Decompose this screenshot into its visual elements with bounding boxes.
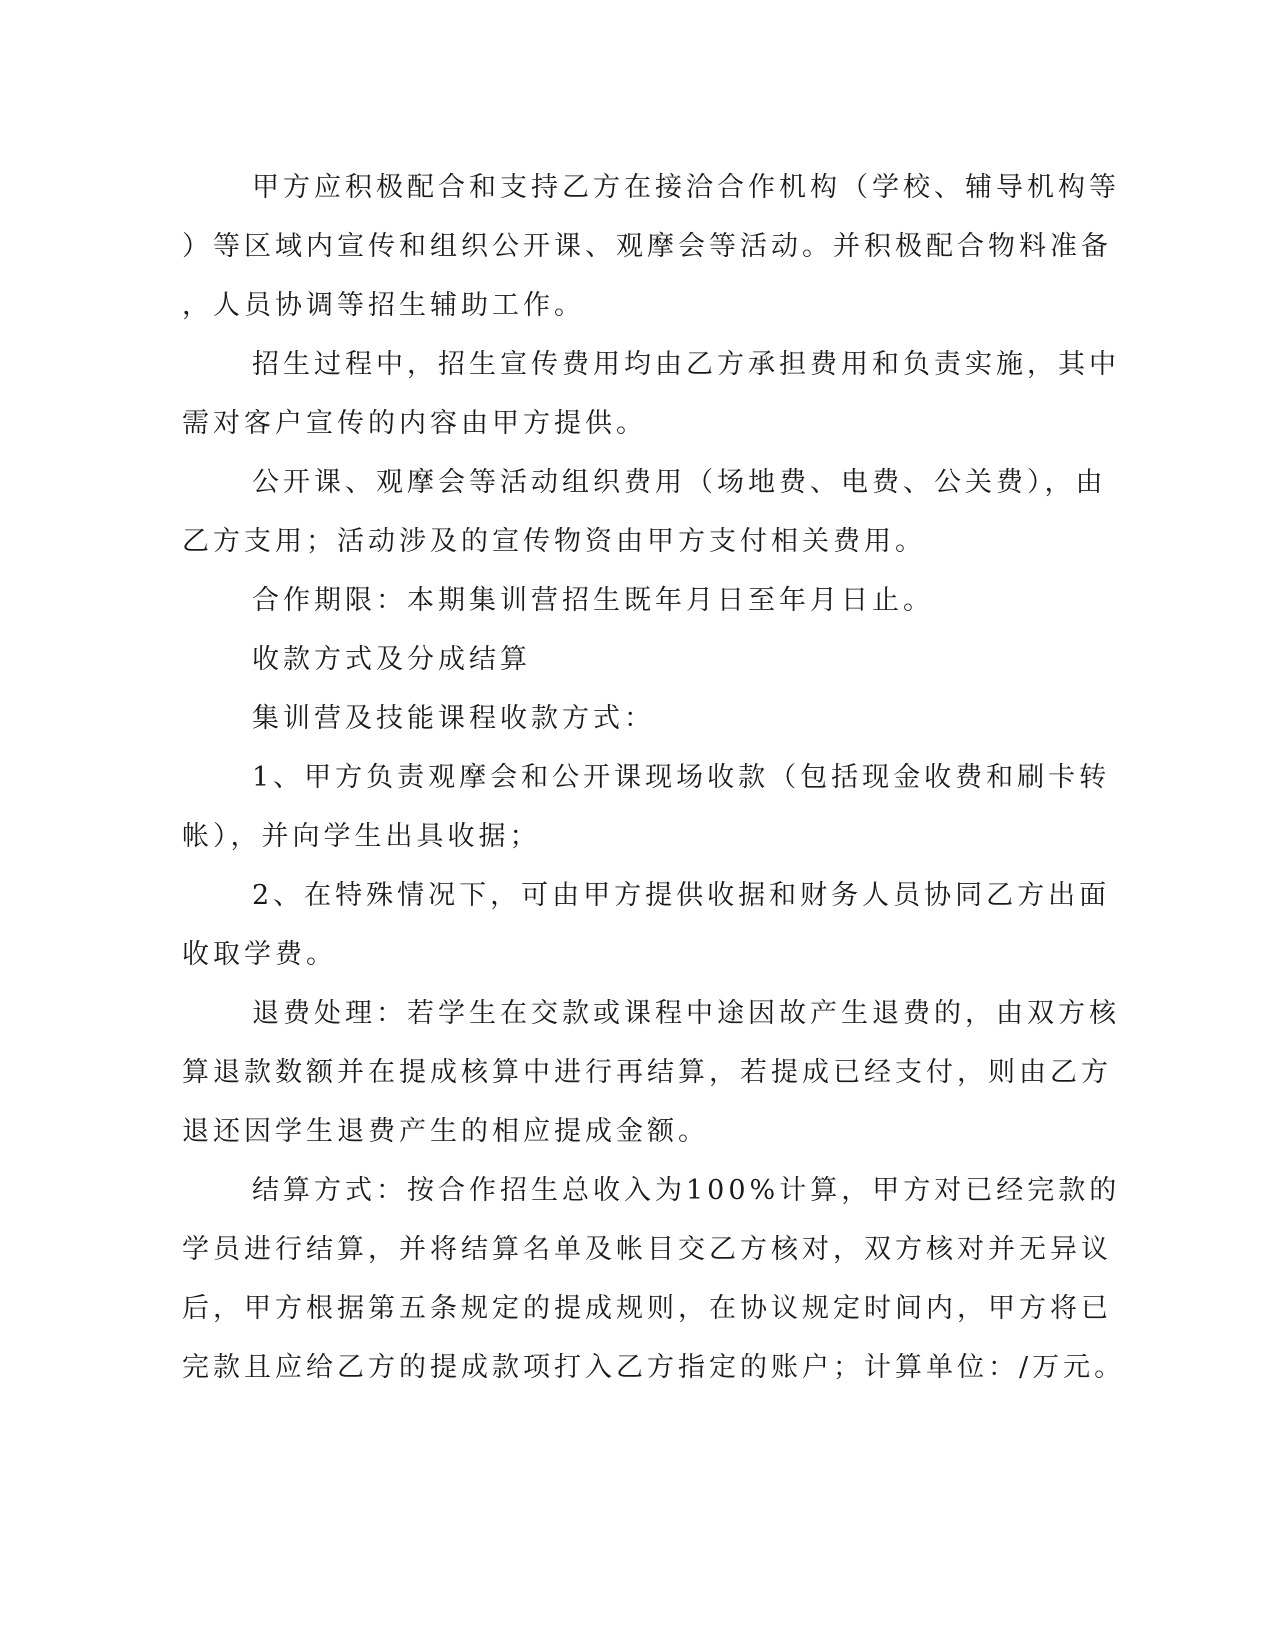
list-item-line: 帐），并向学生出具收据；	[182, 821, 541, 852]
paragraph-line: 结算方式：按合作招生总收入为100%计算，甲方对已经完款的	[252, 1175, 1121, 1206]
paragraph-line: ，人员协调等招生辅助工作。	[182, 290, 585, 321]
list-item-line: 1、甲方负责观摩会和公开课现场收款（包括现金收费和刷卡转	[252, 762, 1111, 793]
paragraph-line: 公开课、观摩会等活动组织费用（场地费、电费、公关费），由	[252, 467, 1107, 498]
paragraph-line: 甲方应积极配合和支持乙方在接洽合作机构（学校、辅导机构等	[252, 172, 1120, 203]
paragraph-line: 招生过程中，招生宣传费用均由乙方承担费用和负责实施，其中	[252, 349, 1120, 380]
paragraph-line: 完款且应给乙方的提成款项打入乙方指定的账户；计算单位：/万元。	[182, 1352, 1126, 1383]
paragraph-line: 退还因学生退费产生的相应提成金额。	[182, 1116, 709, 1147]
section-heading: 收款方式及分成结算	[252, 644, 531, 675]
paragraph-line: 合作期限：本期集训营招生既年月日至年月日止。	[252, 585, 934, 616]
paragraph-line: 后，甲方根据第五条规定的提成规则，在协议规定时间内，甲方将已	[182, 1293, 1112, 1324]
paragraph-line: 集训营及技能课程收款方式：	[252, 703, 655, 734]
paragraph-line: 需对客户宣传的内容由甲方提供。	[182, 408, 647, 439]
list-item-line: 收取学费。	[182, 939, 337, 970]
paragraph-line: 乙方支用；活动涉及的宣传物资由甲方支付相关费用。	[182, 526, 926, 557]
paragraph-line: ）等区域内宣传和组织公开课、观摩会等活动。并积极配合物料准备	[182, 231, 1112, 262]
document-body	[182, 158, 1126, 1397]
paragraph-line: 算退款数额并在提成核算中进行再结算，若提成已经支付，则由乙方	[182, 1057, 1112, 1088]
paragraph-line: 退费处理：若学生在交款或课程中途因故产生退费的，由双方核	[252, 998, 1120, 1029]
paragraph-line: 学员进行结算，并将结算名单及帐目交乙方核对，双方核对并无异议	[182, 1234, 1112, 1265]
list-item-line: 2、在特殊情况下，可由甲方提供收据和财务人员协同乙方出面	[252, 880, 1111, 911]
